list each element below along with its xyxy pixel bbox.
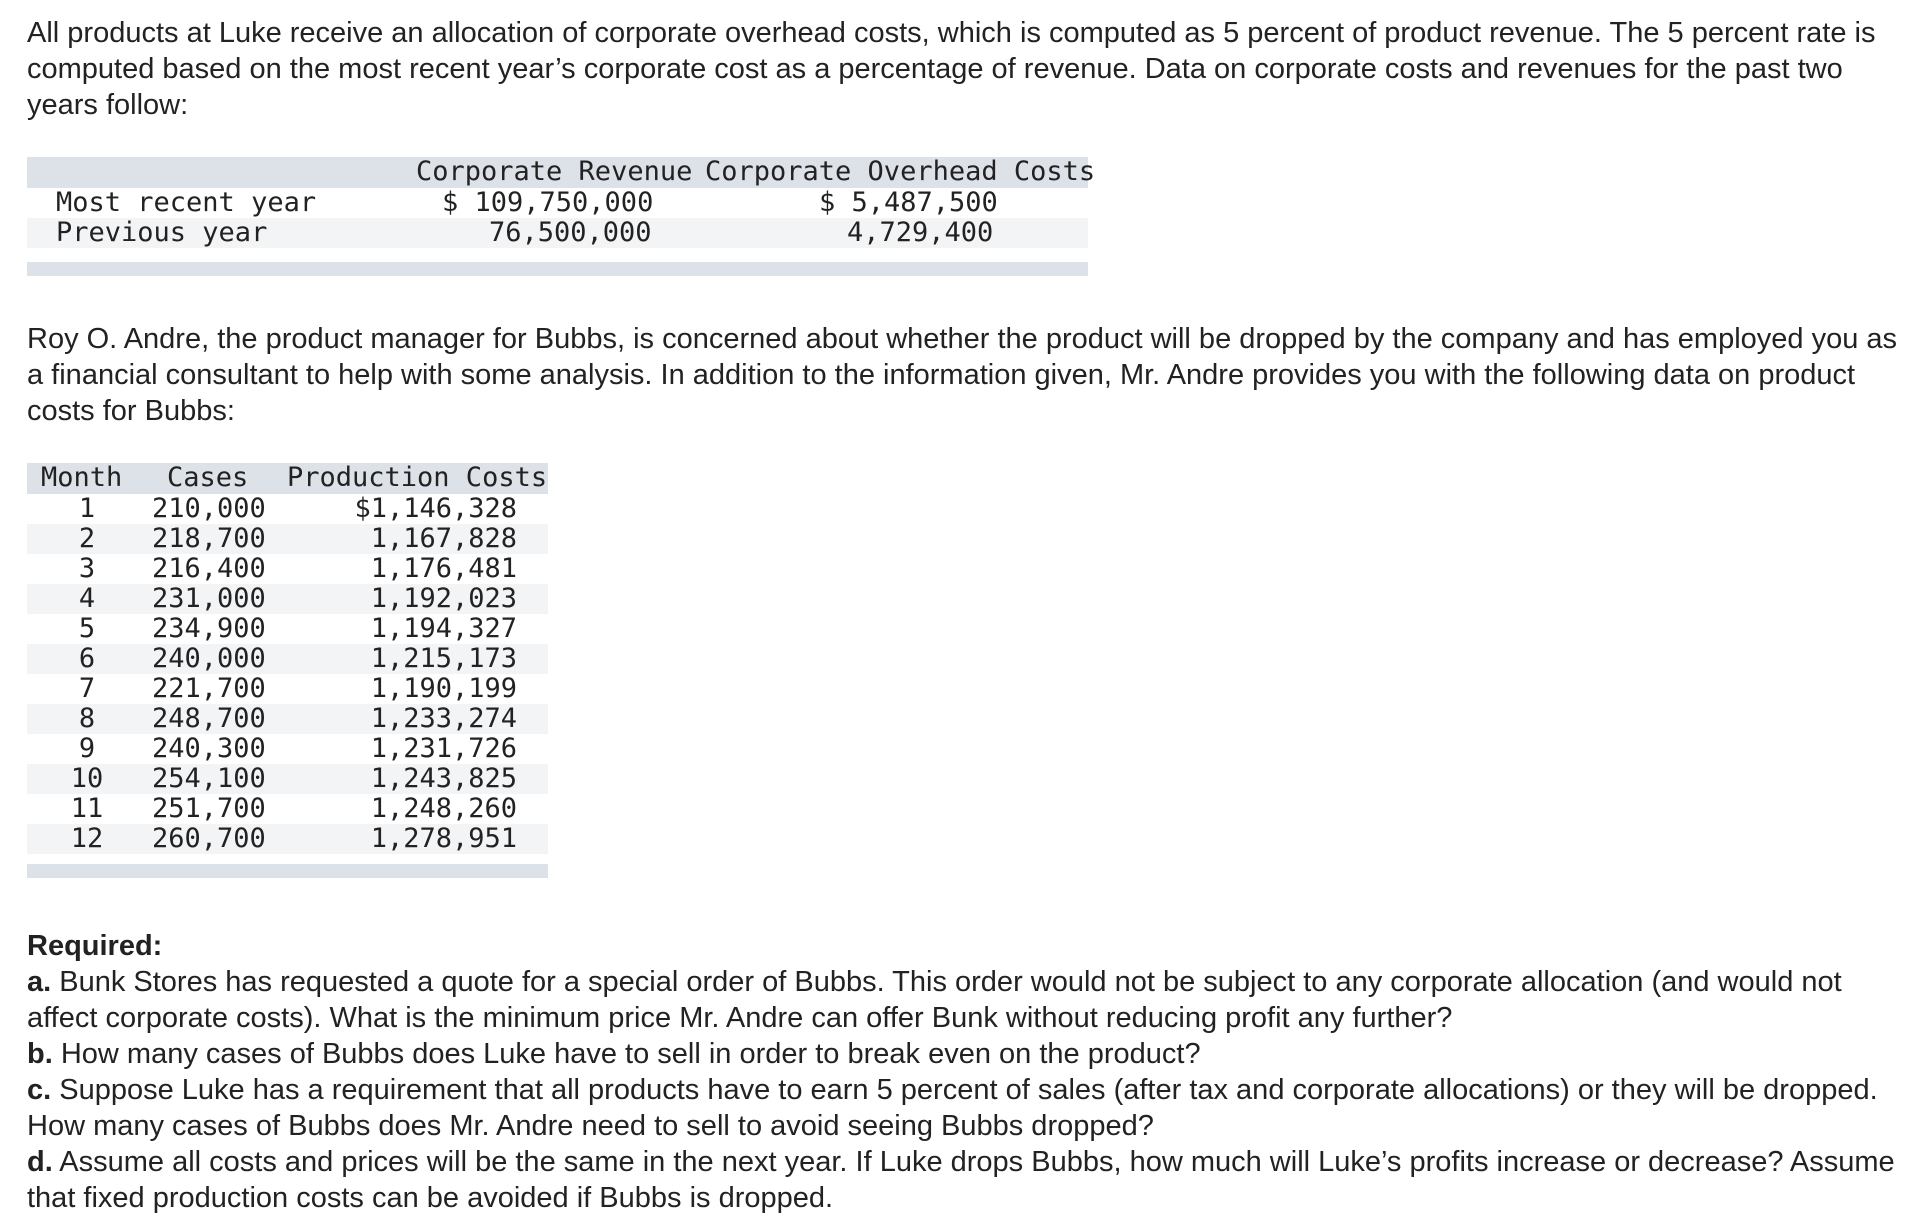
table-row [27, 524, 548, 554]
table-row [27, 824, 548, 854]
production-cost-cell: 1,176,481 [370, 553, 517, 584]
table-row [27, 644, 548, 674]
cases-cell: 218,700 [152, 523, 266, 554]
question-c [27, 1072, 1911, 1144]
question-text: Assume all costs and prices will be the same in the next year. If Luke drops Bubbs, how much will Luke’s profits increase or decrease? Assume that fixed production costs can be avoided if Bubbs is dropped. [27, 1146, 1895, 1214]
table-footer-bar [27, 864, 548, 878]
table-row [27, 188, 1088, 218]
row-label: Most recent year [56, 187, 317, 218]
table-row [27, 614, 548, 644]
month-cell: 4 [78, 583, 96, 614]
cases-cell: 254,100 [152, 763, 266, 794]
question-text: How many cases of Bubbs does Luke have to sell in order to break even on the product? [60, 1038, 1201, 1070]
production-cost-cell: 1,231,726 [370, 733, 517, 764]
table-row [27, 704, 548, 734]
question-text: Bunk Stores has requested a quote for a special order of Bubbs. This order would not be subject to any corporate allocation (and would not affect corporate costs). What is the minimum price Mr. Andre can offer Bunk without reducing profit any further? [27, 966, 1842, 1034]
table-row [27, 734, 548, 764]
month-cell: 8 [78, 703, 96, 734]
roy-paragraph: Roy O. Andre, the product manager for Bubbs, is concerned about whether the product will be dropped by the company and has employed you as a financial consultant to help with some analysis. In addition to the information given, Mr. Andre provides you with the following data on product costs for Bubbs: [27, 323, 1898, 427]
header-month: Month [41, 462, 123, 493]
question-text: Suppose Luke has a requirement that all products have to earn 5 percent of sales (after tax and corporate allocations) or they will be dropped. How many cases of Bubbs does Mr. Andre need to sell to avoid seeing Bubbs dropped? [27, 1074, 1878, 1142]
question-b [27, 1036, 1911, 1072]
row-label: Previous year [56, 217, 268, 248]
production-cost-cell: 1,243,825 [370, 763, 517, 794]
month-cell: 11 [70, 793, 104, 824]
cases-cell: 240,300 [152, 733, 266, 764]
header-cases: Cases [167, 462, 249, 493]
table-footer-bar [27, 262, 1088, 276]
production-cost-cell: 1,215,173 [370, 643, 517, 674]
production-cost-cell: 1,190,199 [370, 673, 517, 704]
month-cell: 6 [78, 643, 96, 674]
table-header-row [27, 463, 548, 494]
cases-cell: 234,900 [152, 613, 266, 644]
table-row [27, 584, 548, 614]
cases-cell: 210,000 [152, 493, 266, 524]
cases-cell: 216,400 [152, 553, 266, 584]
table-row [27, 494, 548, 524]
production-costs-table [27, 463, 548, 878]
required-heading: Required: [27, 930, 163, 962]
table-row [27, 218, 1088, 248]
overhead-value: 4,729,400 [847, 217, 994, 248]
month-cell: 1 [78, 493, 96, 524]
cases-cell: 260,700 [152, 823, 266, 854]
question-a [27, 964, 1911, 1036]
month-cell: 12 [70, 823, 104, 854]
month-cell: 2 [78, 523, 96, 554]
month-cell: 9 [78, 733, 96, 764]
header-production-costs: Production Costs [287, 462, 548, 493]
table-header-row [27, 156, 1096, 188]
production-cost-cell: 1,192,023 [370, 583, 517, 614]
required-section [27, 928, 1911, 1216]
overhead-value: $ 5,487,500 [819, 187, 998, 218]
month-cell: 3 [78, 553, 96, 584]
question-d [27, 1144, 1911, 1216]
production-cost-cell: 1,194,327 [370, 613, 517, 644]
table-row [27, 554, 548, 584]
production-cost-cell: 1,278,951 [370, 823, 517, 854]
question-letter: d. [27, 1146, 53, 1178]
cases-cell: 231,000 [152, 583, 266, 614]
production-cost-cell: 1,167,828 [370, 523, 517, 554]
cases-cell: 221,700 [152, 673, 266, 704]
cases-cell: 240,000 [152, 643, 266, 674]
table-row [27, 794, 548, 824]
production-cost-cell: 1,248,260 [370, 793, 517, 824]
corporate-costs-table [27, 156, 1096, 276]
table-row [27, 764, 548, 794]
header-corporate-revenue: Corporate Revenue [416, 156, 693, 187]
cases-cell: 251,700 [152, 793, 266, 824]
question-letter: c. [27, 1074, 52, 1106]
table-row [27, 674, 548, 704]
question-letter: b. [27, 1038, 53, 1070]
month-cell: 10 [70, 763, 104, 794]
production-table-body [27, 494, 548, 854]
cases-cell: 248,700 [152, 703, 266, 734]
production-cost-cell: 1,233,274 [370, 703, 517, 734]
month-cell: 7 [78, 673, 96, 704]
production-cost-cell: $1,146,328 [354, 493, 517, 524]
revenue-value: 76,500,000 [489, 217, 652, 248]
header-corporate-overhead-costs: Corporate Overhead Costs [705, 156, 1096, 187]
intro-paragraph: All products at Luke receive an allocation of corporate overhead costs, which is computed as 5 percent of product revenue. The 5 percent rate is computed based on the most recent year’s corporate cost as a percentage of revenue. Data on corporate costs and revenues for the past two years follow: [27, 17, 1876, 121]
revenue-value: $ 109,750,000 [442, 187, 654, 218]
question-letter: a. [27, 966, 52, 998]
month-cell: 5 [78, 613, 96, 644]
